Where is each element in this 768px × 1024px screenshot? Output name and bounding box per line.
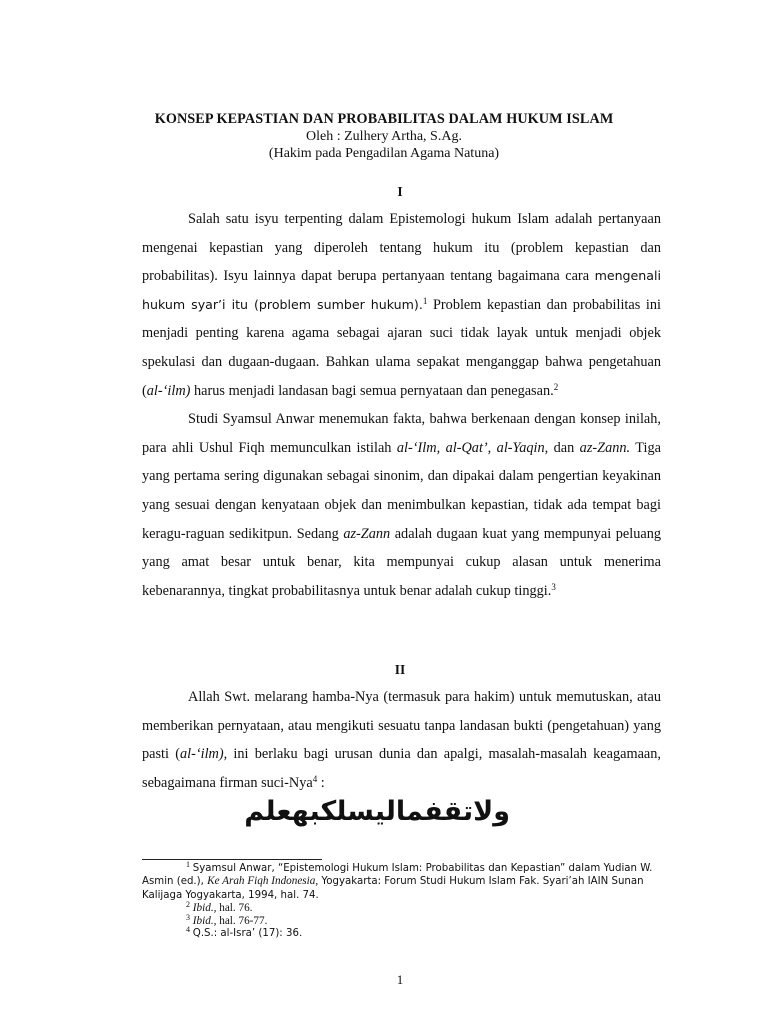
text-run: Studi Syamsul Anwar menemukan fakta, bahwa berkenaan dengan konsep inilah, para ahli Ushul Fiqh memunculkan istilah	[142, 411, 661, 456]
document-title: KONSEP KEPASTIAN DAN PROBABILITAS DALAM HUKUM ISLAM	[154, 111, 614, 127]
footnote-separator	[142, 859, 322, 860]
text-run: Yogyakarta: Forum Studi Hukum Islam Fak. Syari’ah IAIN Sunan Kalijaga Yogyakarta, 1994, hal. 74.	[142, 876, 644, 901]
footnote-4	[142, 927, 662, 940]
footnotes	[142, 862, 662, 940]
text-run: hal. 76.	[216, 902, 253, 915]
footnote-1	[142, 862, 662, 902]
text-run: Allah Swt. melarang hamba-Nya (termasuk para hakim) untuk memutuskan, atau memberikan pernyataan, atau mengikuti sesuatu tanpa landasan bukti (pengetahuan) yang pasti (	[142, 689, 661, 763]
section-heading-two: II	[394, 662, 406, 677]
text-run: :	[317, 774, 325, 791]
footnote-ref: 1	[422, 295, 428, 306]
text-run: mengenali hukum syar’i itu (problem sumber hukum).	[142, 268, 661, 312]
text-run: dan	[548, 439, 580, 456]
section-two-text	[142, 683, 661, 797]
text-run: adalah dugaan kuat yang mempunyai peluang yang amat besar untuk benar, kita mempunyai cukup alasan untuk menerima kebenarannya, tingkat probabilitasnya untuk benar adalah cukup tinggi.	[142, 525, 661, 599]
paragraph	[142, 683, 661, 797]
italic-term: al-‘ilm)	[146, 382, 191, 399]
document-header	[0, 111, 768, 162]
page-number: 1	[396, 972, 404, 987]
italic-term: Ke Arah Fiqh Indonesia,	[207, 875, 319, 888]
text-run: ini berlaku bagi urusan dunia dan apalgi, masalah-masalah keagamaan, sebagaimana firman suci-Nya	[142, 746, 661, 791]
italic-term: Ibid.,	[192, 902, 217, 915]
footnote-ref: 4	[312, 773, 318, 784]
text-run: Problem kepastian dan probabilitas ini menjadi penting karena agama sebagai ajaran suci tidak layak untuk menjadi objek spekulasi dan dugaan-dugaan. Bahkan ulama sepakat menganggap bahwa pengetahuan (	[142, 296, 661, 399]
italic-term: al-‘Ilm, al-Qat’,	[396, 439, 497, 456]
affiliation-line: (Hakim pada Pengadilan Agama Natuna)	[268, 146, 500, 161]
italic-term: al-‘ilm),	[179, 746, 228, 763]
author-line: Oleh : Zulhery Artha, S.Ag.	[306, 129, 462, 144]
italic-term: al-Yaqin,	[496, 439, 549, 456]
footnote-3	[142, 912, 662, 927]
section-heading-one: I	[397, 184, 403, 199]
footnote-2	[142, 902, 662, 914]
footnote-number: 3	[186, 912, 190, 922]
italic-term: Ibid.,	[192, 914, 217, 927]
italic-term: az-Zann.	[579, 439, 631, 456]
footnote-ref: 2	[553, 381, 559, 392]
footnote-number: 4	[186, 925, 190, 935]
footnote-number: 1	[186, 860, 190, 869]
footnote-number: 2	[186, 900, 190, 910]
text-run: Tiga yang pertama sering digunakan sebagai sinonim, dan dipakai dalam pengertian keyakinan yang sesuai dengan kenyataan objek dan menimbulkan kepastian, tidak ada tempat bagi keragu-raguan sedikitpun. Sedang	[142, 439, 661, 542]
paragraph	[142, 405, 661, 605]
italic-term: az-Zann	[343, 525, 391, 542]
section-one-text	[142, 205, 661, 605]
text-run: harus menjadi landasan bagi semua pernyataan dan penegasan.	[190, 382, 554, 399]
text-run: hal. 76-77.	[216, 914, 268, 927]
text-run: Q.S.: al-Isra’ (17): 36.	[192, 928, 303, 940]
text-run: Salah satu isyu terpenting dalam Epistemologi hukum Islam adalah pertanyaan mengenai kepastian yang diperoleh tentang hukum itu (problem kepastian dan probabilitas). Isyu lainnya dapat berupa pertanyaan tentang bagaimana cara	[142, 211, 661, 285]
text-run: Syamsul Anwar, “Epistemologi Hukum Islam: Probabilitas dan Kepastian” dalam Yudian W. Asmin (ed.),	[142, 863, 653, 888]
paragraph	[142, 205, 661, 405]
quran-verse-arabic: ولاتقفماليسلكبهعلم	[244, 796, 510, 827]
footnote-ref: 3	[551, 581, 556, 592]
